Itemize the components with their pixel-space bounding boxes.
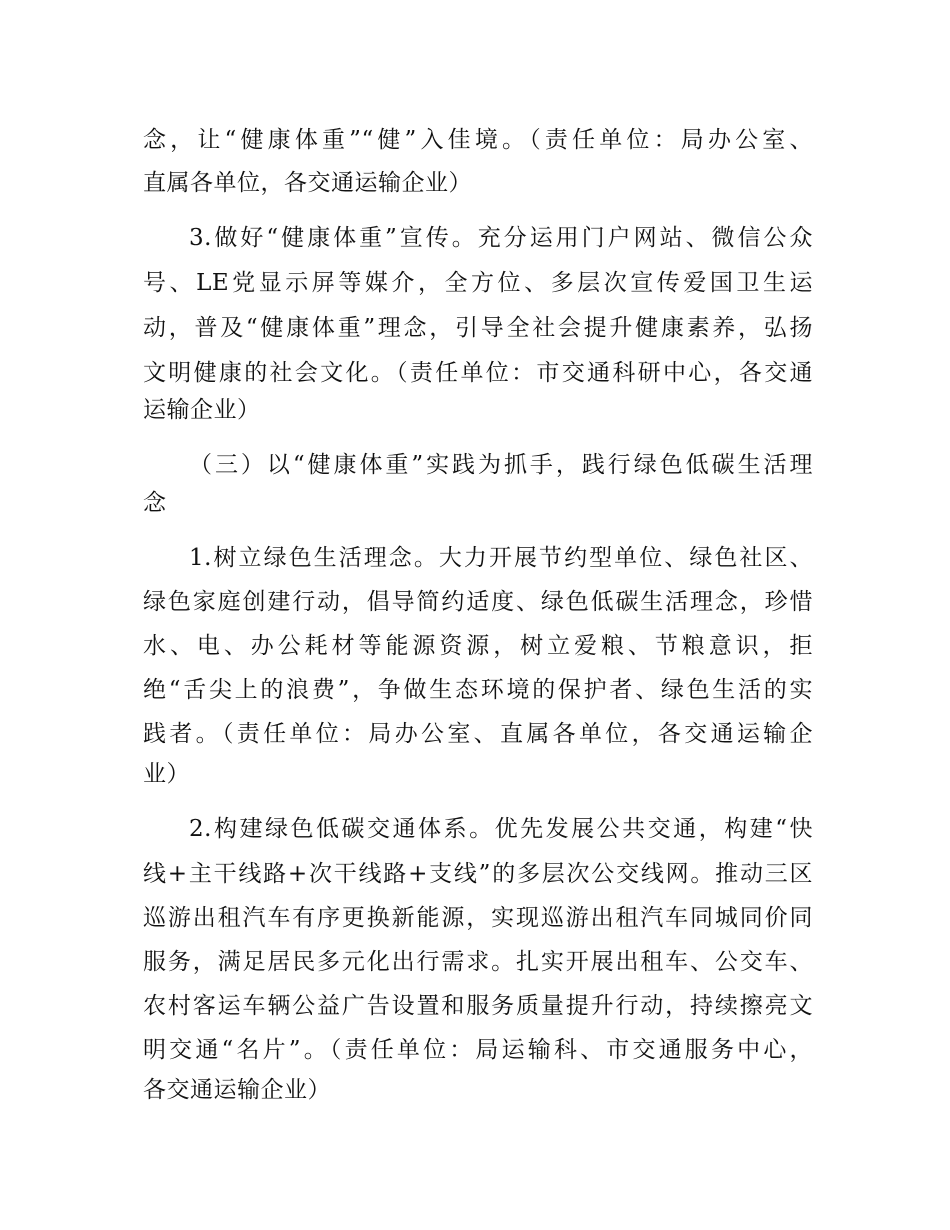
text-line: 各交通运输企业） [143, 1077, 331, 1103]
text-line: 文明健康的社会文化。（责任单位：市交通科研中心，各交通 [143, 360, 813, 386]
text-line: 水、电、办公耗材等能源资源，树立爱粮、节粮意识，拒 [143, 633, 813, 659]
text-line: 3.做好“健康体重”宣传。充分运用门户网站、微信公众 [189, 225, 813, 251]
text-line: 巡游出租汽车有序更换新能源，实现巡游出租汽车同城同价同 [143, 905, 813, 931]
text-line: 服务，满足居民多元化出行需求。扎实开展出租车、公交车、 [143, 949, 813, 975]
text-line: 绝“舌尖上的浪费”，争做生态环境的保护者、绿色生活的实 [143, 677, 813, 703]
text-line: 念，让“健康体重”“健”入佳境。（责任单位：局办公室、 [143, 127, 813, 153]
heading-line: 念 [143, 490, 167, 516]
text-line: 线+主干线路+次干线路+支线”的多层次公交线网。推动三区 [143, 861, 813, 887]
text-line: 动，普及“健康体重”理念，引导全社会提升健康素养，弘扬 [143, 315, 813, 341]
text-line: 号、LE党显示屏等媒介，全方位、多层次宣传爱国卫生运 [143, 270, 813, 296]
text-line: 践者。（责任单位：局办公室、直属各单位，各交通运输企 [143, 721, 813, 747]
text-line: 农村客运车辆公益广告设置和服务质量提升行动，持续擦亮文 [143, 993, 813, 1019]
text-line: 直属各单位，各交通运输企业） [143, 170, 472, 196]
text-line: 绿色家庭创建行动，倡导简约适度、绿色低碳生活理念，珍惜 [143, 589, 813, 615]
heading-line: （三）以“健康体重”实践为抓手，践行绿色低碳生活理 [189, 452, 813, 478]
text-line: 明交通“名片”。（责任单位：局运输科、市交通服务中心， [143, 1037, 813, 1063]
text-line: 2.构建绿色低碳交通体系。优先发展公共交通，构建“快 [189, 816, 813, 842]
text-line: 运输企业） [143, 397, 261, 423]
text-line: 业） [143, 761, 190, 787]
text-line: 1.树立绿色生活理念。大力开展节约型单位、绿色社区、 [189, 545, 813, 571]
